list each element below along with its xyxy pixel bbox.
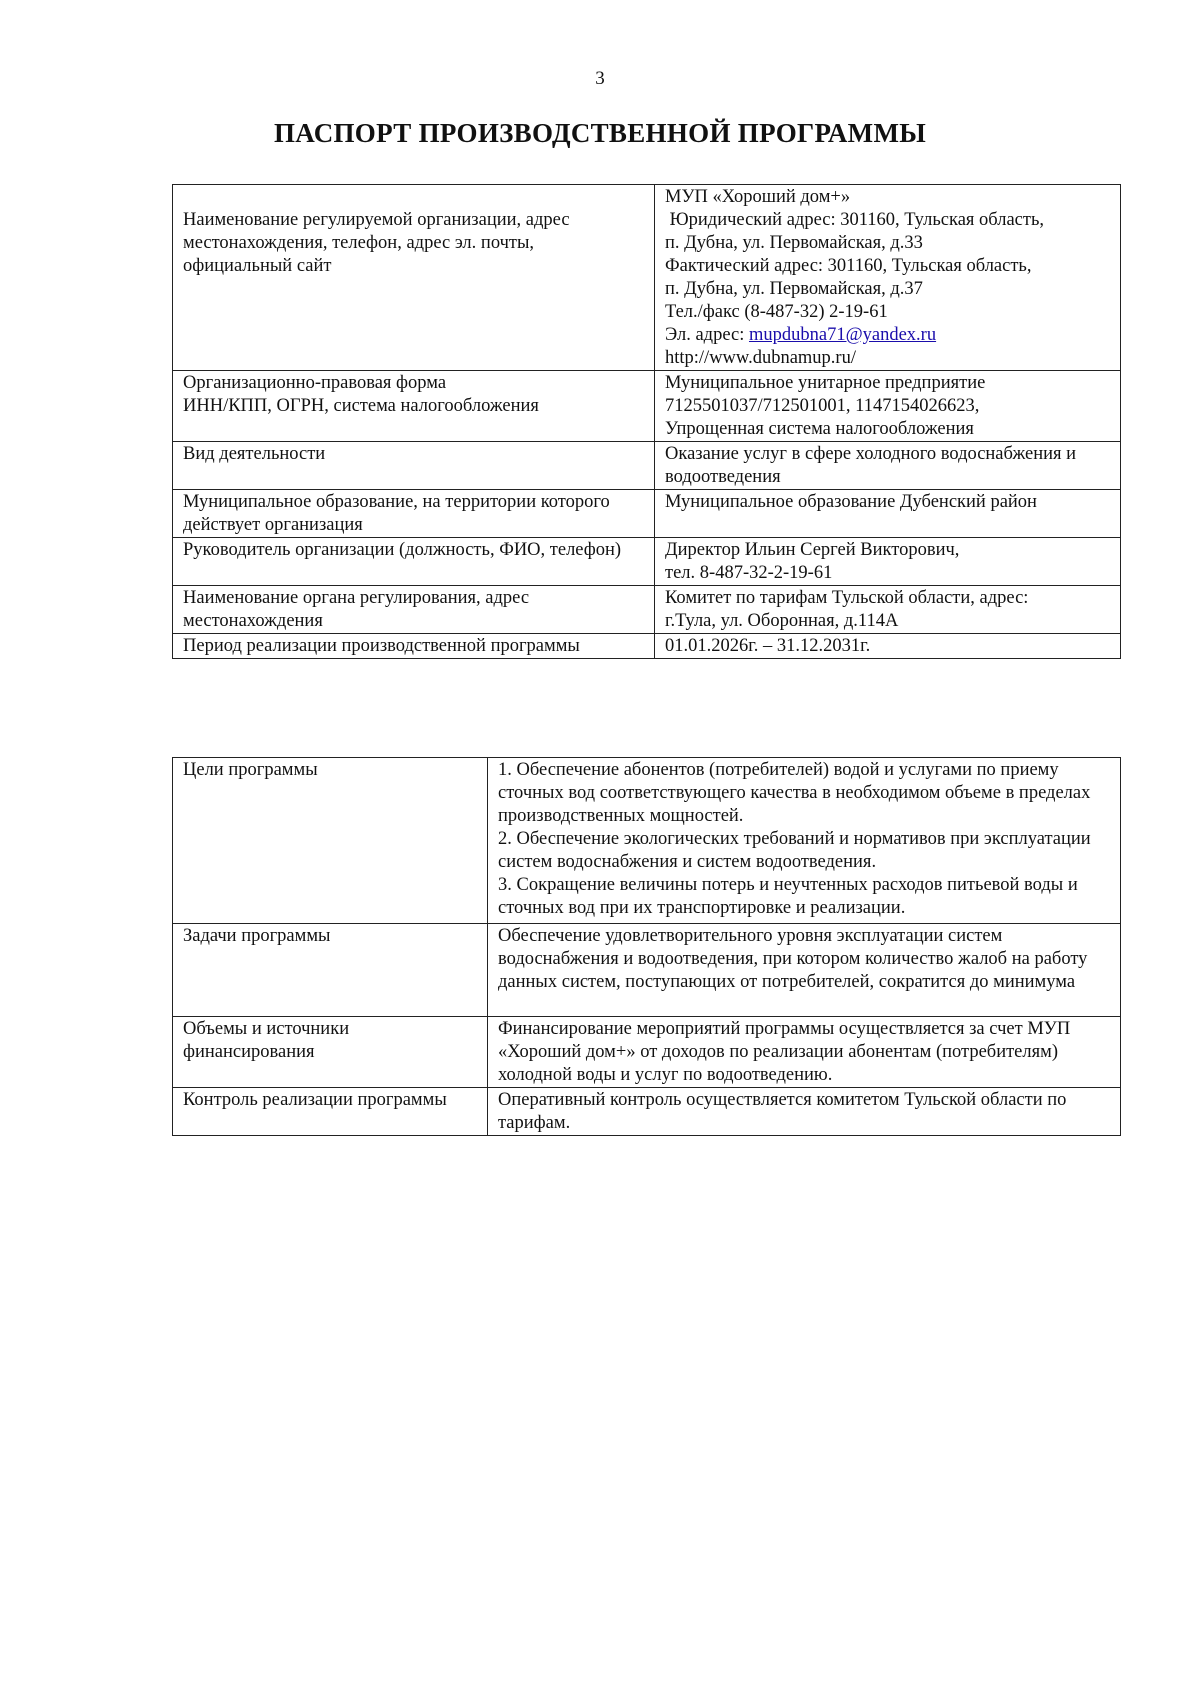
- table-row: [173, 185, 1121, 371]
- org-legal-address-line-1: Юридический адрес: 301160, Тульская область,: [665, 210, 1045, 230]
- goals-value-cell: [488, 758, 1121, 924]
- table-row: [173, 442, 1121, 490]
- regulator-label: Наименование органа регулирования, адрес местонахождения: [183, 588, 530, 631]
- org-phone: Тел./факс (8-487-32) 2-19-61: [665, 302, 888, 322]
- regulator-value-2: г.Тула, ул. Оборонная, д.114А: [665, 611, 899, 631]
- period-value: 01.01.2026г. – 31.12.2031г.: [665, 636, 871, 656]
- program-info-table: [172, 757, 1121, 1136]
- tasks-label-cell: [173, 924, 488, 1017]
- legal-form-value-2: 7125501037/712501001, 1147154026623,: [665, 396, 980, 416]
- tasks-label: Задачи программы: [183, 926, 331, 946]
- goal-item-2: 2. Обеспечение экологических требований и нормативов при эксплуатации систем водоснабжения и систем водоотведения.: [498, 829, 1091, 872]
- goal-item-1: 1. Обеспечение абонентов (потребителей) водой и услугами по приему сточных вод соответствующего качества в необходимом объеме в пределах производственных мощностей.: [498, 760, 1091, 826]
- director-label: Руководитель организации (должность, ФИО, телефон): [183, 540, 622, 560]
- table-row: [173, 634, 1121, 659]
- financing-label-cell: [173, 1017, 488, 1088]
- municipality-label-cell: [173, 490, 655, 538]
- activity-label-cell: [173, 442, 655, 490]
- regulator-value-cell: [655, 586, 1121, 634]
- period-value-cell: [655, 634, 1121, 659]
- org-website: http://www.dubnamup.ru/: [665, 348, 856, 368]
- period-label-cell: [173, 634, 655, 659]
- org-legal-address-line-2: п. Дубна, ул. Первомайская, д.33: [665, 233, 923, 253]
- legal-form-label-cell: [173, 371, 655, 442]
- organization-info-table: [172, 184, 1121, 659]
- tasks-value-cell: [488, 924, 1121, 1017]
- org-actual-address-line-2: п. Дубна, ул. Первомайская, д.37: [665, 279, 923, 299]
- document-title: ПАСПОРТ ПРОИЗВОДСТВЕННОЙ ПРОГРАММЫ: [273, 118, 927, 148]
- legal-form-value-3: Упрощенная система налогообложения: [665, 419, 974, 439]
- tasks-value: Обеспечение удовлетворительного уровня эксплуатации систем водоснабжения и водоотведения, при котором количество жалоб на работу данных систем, поступающих от потребителей, сократится до минимума: [498, 926, 1088, 992]
- legal-form-label-1: Организационно-правовая форма: [183, 373, 447, 393]
- goals-label: Цели программы: [183, 760, 318, 780]
- table-row: [173, 758, 1121, 924]
- director-label-cell: [173, 538, 655, 586]
- org-value-cell: [655, 185, 1121, 371]
- control-value: Оперативный контроль осуществляется комитетом Тульской области по тарифам.: [498, 1090, 1067, 1133]
- legal-form-value-1: Муниципальное унитарное предприятие: [665, 373, 986, 393]
- page-number: 3: [595, 68, 605, 89]
- org-email-prefix: Эл. адрес:: [665, 325, 749, 345]
- org-label: Наименование регулируемой организации, адрес местонахождения, телефон, адрес эл. почты, официальный сайт: [183, 210, 570, 276]
- municipality-value-cell: [655, 490, 1121, 538]
- org-email-line: [665, 324, 1110, 347]
- goal-item-3: 3. Сокращение величины потерь и неучтенных расходов питьевой воды и сточных вод при их транспортировке и реализации.: [498, 875, 1078, 918]
- org-label-cell: [173, 185, 655, 371]
- org-name: МУП «Хороший дом+»: [665, 187, 851, 207]
- table-row: [173, 924, 1121, 1017]
- regulator-label-cell: [173, 586, 655, 634]
- control-value-cell: [488, 1088, 1121, 1136]
- legal-form-value-cell: [655, 371, 1121, 442]
- municipality-value: Муниципальное образование Дубенский район: [665, 492, 1037, 512]
- org-actual-address-line-1: Фактический адрес: 301160, Тульская область,: [665, 256, 1032, 276]
- table-row: [173, 1017, 1121, 1088]
- table-row: [173, 586, 1121, 634]
- financing-value-cell: [488, 1017, 1121, 1088]
- regulator-value-1: Комитет по тарифам Тульской области, адрес:: [665, 588, 1029, 608]
- municipality-label: Муниципальное образование, на территории которого действует организация: [183, 492, 610, 535]
- director-value-2: тел. 8-487-32-2-19-61: [665, 563, 833, 583]
- table-row: [173, 490, 1121, 538]
- director-value-1: Директор Ильин Сергей Викторович,: [665, 540, 960, 560]
- control-label-cell: [173, 1088, 488, 1136]
- org-email-link[interactable]: mupdubna71@yandex.ru: [748, 325, 937, 345]
- period-label: Период реализации производственной программы: [183, 636, 580, 656]
- director-value-cell: [655, 538, 1121, 586]
- financing-label: Объемы и источники финансирования: [183, 1019, 350, 1062]
- financing-value: Финансирование мероприятий программы осуществляется за счет МУП «Хороший дом+» от доходов по реализации абонентам (потребителям) холодной воды и услуг по водоотведению.: [498, 1019, 1071, 1085]
- legal-form-label-2: ИНН/КПП, ОГРН, система налогообложения: [183, 396, 539, 416]
- activity-value-cell: [655, 442, 1121, 490]
- control-label: Контроль реализации программы: [183, 1090, 447, 1110]
- table-row: [173, 371, 1121, 442]
- activity-label: Вид деятельности: [183, 444, 326, 464]
- table-row: [173, 538, 1121, 586]
- goals-label-cell: [173, 758, 488, 924]
- table-row: [173, 1088, 1121, 1136]
- activity-value: Оказание услуг в сфере холодного водоснабжения и водоотведения: [665, 444, 1077, 487]
